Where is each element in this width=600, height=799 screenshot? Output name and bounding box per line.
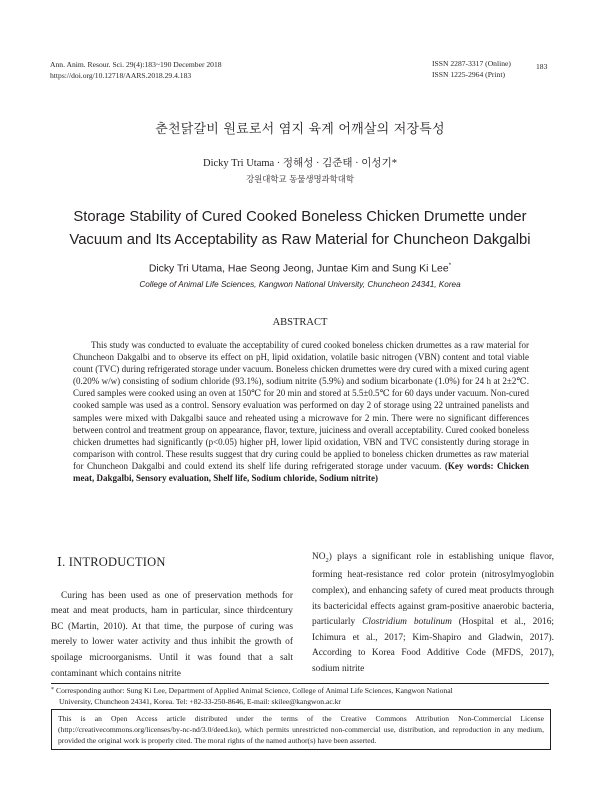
journal-citation [50, 59, 222, 81]
issn-print: ISSN 1225-2964 (Print) [432, 70, 505, 79]
abstract-keywords: (Key words: Chicken meat, Dakgalbi, Sensory evaluation, Shelf life, Sodium chloride, Sodium nitrite) [73, 460, 530, 484]
english-title-line-2: Vacuum and Its Acceptability as Raw Material for Chuncheon Dakgalbi [69, 232, 531, 248]
korean-title: 춘천닭갈비 원료로서 염지 육계 어깨살의 저장특성 [155, 122, 445, 137]
issn-online: ISSN 2287-3317 (Online) [432, 59, 511, 68]
doi-line[interactable]: https://doi.org/10.12718/AARS.2018.29.4.183 [50, 71, 192, 80]
issn-block [432, 58, 511, 80]
corresponding-author-footnote [51, 685, 549, 707]
footnote-text-1: Corresponding author: Sung Ki Lee, Department of Applied Animal Science, College of Animal Life Sciences, Kangwon National [56, 686, 453, 695]
abstract-heading: ABSTRACT [272, 317, 328, 328]
english-title [40, 206, 560, 252]
journal-line: Ann. Anim. Resour. Sci. 29(4):183~190 December 2018 [50, 60, 222, 69]
corresponding-mark: * [448, 262, 452, 269]
footnote-divider [51, 683, 549, 684]
abstract-text: This study was conducted to evaluate the acceptability of cured cooked boneless chicken drumettes as a raw material for Chuncheon Dakgalbi and to observe its effect on pH, lipid oxidation, volatile basic nitrogen (VBN) content and total viable count (TVC) during refrigerated storage under vacuum. Boneless chicken drumettes were dry cured with a mixed curing agent (0.20% w/w) consisting of sodium chloride (93.1%), sodium nitrite (5.9%) and sodium bicarbonate (1.0%) for 24 h at 2±2℃. Cured samples were cooked using an oven at 150℃ for 20 min and stored at 5.5±0.5℃ for 60 days under vacuum. Non-cured cooked sample was used as a control. Sensory evaluation was performed on day 2 of storage using 22 untrained panelists and samples were mixed with Dakgalbi sauce and reheated using a microwave for 2 min. There were no significant differences between control and treatment group on appearance, flavor, texture, juiciness and overall acceptability. Cured cooked boneless chicken drumettes had significantly (p<0.05) higher pH, lower lipid oxidation, VBN and TVC consistently during storage in comparison with control. These results suggest that dry curing could be applied to boneless chicken drumettes as raw material for Chuncheon Dakgalbi and could extend its shelf life during refrigerated storage under vacuum. [73, 340, 529, 471]
right-text-b: (Hospital et al., 2016; Ichimura et al., 2017; Kim-Shapiro and Gladwin, 2017). According to Korea Food Additive Code (MFDS, 2017), sodium nitrite [312, 617, 554, 675]
open-access-license: This is an Open Access article distributed under the terms of the Creative Commons Attribution Non-Commercial License (http://creativecommons.org/licenses/by-nc-nd/3.0/deed.ko), which permits unrestricted non-commercial use, distribution, and reproduction in any medium, provided the original work is properly cited. The moral rights of the named author(s) have been asserted. [51, 709, 551, 750]
english-title-line-1: Storage Stability of Cured Cooked Boneless Chicken Drumette under [73, 209, 527, 225]
english-affiliation: College of Animal Life Sciences, Kangwon National University, Chuncheon 24341, Korea [139, 280, 461, 289]
footnote-line-1 [51, 685, 549, 696]
english-authors-names: Dicky Tri Utama, Hae Seong Jeong, Juntae Kim and Sung Ki Lee [148, 263, 449, 275]
korean-affiliation: 강원대학교 동물생명과학대학 [246, 174, 354, 184]
abstract-body [73, 339, 529, 484]
introduction-paragraph-right [312, 550, 554, 678]
introduction-heading: Ⅰ. INTRODUCTION [57, 555, 166, 569]
page-number: 183 [536, 62, 548, 71]
footnote-line-2: University, Chuncheon 24341, Korea. Tel: +82-33-250-8646, E-mail: skilee@kangwon.ac.kr [59, 697, 341, 706]
right-column [312, 550, 554, 678]
english-authors [0, 262, 600, 274]
left-column [51, 555, 293, 682]
species-name: Clostridium botulinum [362, 617, 452, 628]
no2-prefix: NO [312, 552, 326, 562]
right-text-a: ) plays a significant role in establishing unique flavor, forming heat-resistance red color protein (nitrosylmyoglobin complex), and enhancing safety of cured meat products through its bactericidal effects against gram-positive anaerobic bacteria, particularly [312, 552, 554, 628]
footnote-mark: * [51, 687, 54, 693]
introduction-paragraph-left: Curing has been used as one of preservation methods for meat and meat products, ham in particular, since thirdcentury BC (Martin, 2010). At that time, the purpose of curing was merely to lower water activity and thus inhibit the growth of spoilage microorganisms. Until it was found that a salt contaminant which contains nitrite [51, 590, 293, 679]
no2-subscript: 2 [325, 556, 329, 564]
korean-authors: Dicky Tri Utama · 정해성 · 김준태 · 이성기* [203, 158, 397, 169]
